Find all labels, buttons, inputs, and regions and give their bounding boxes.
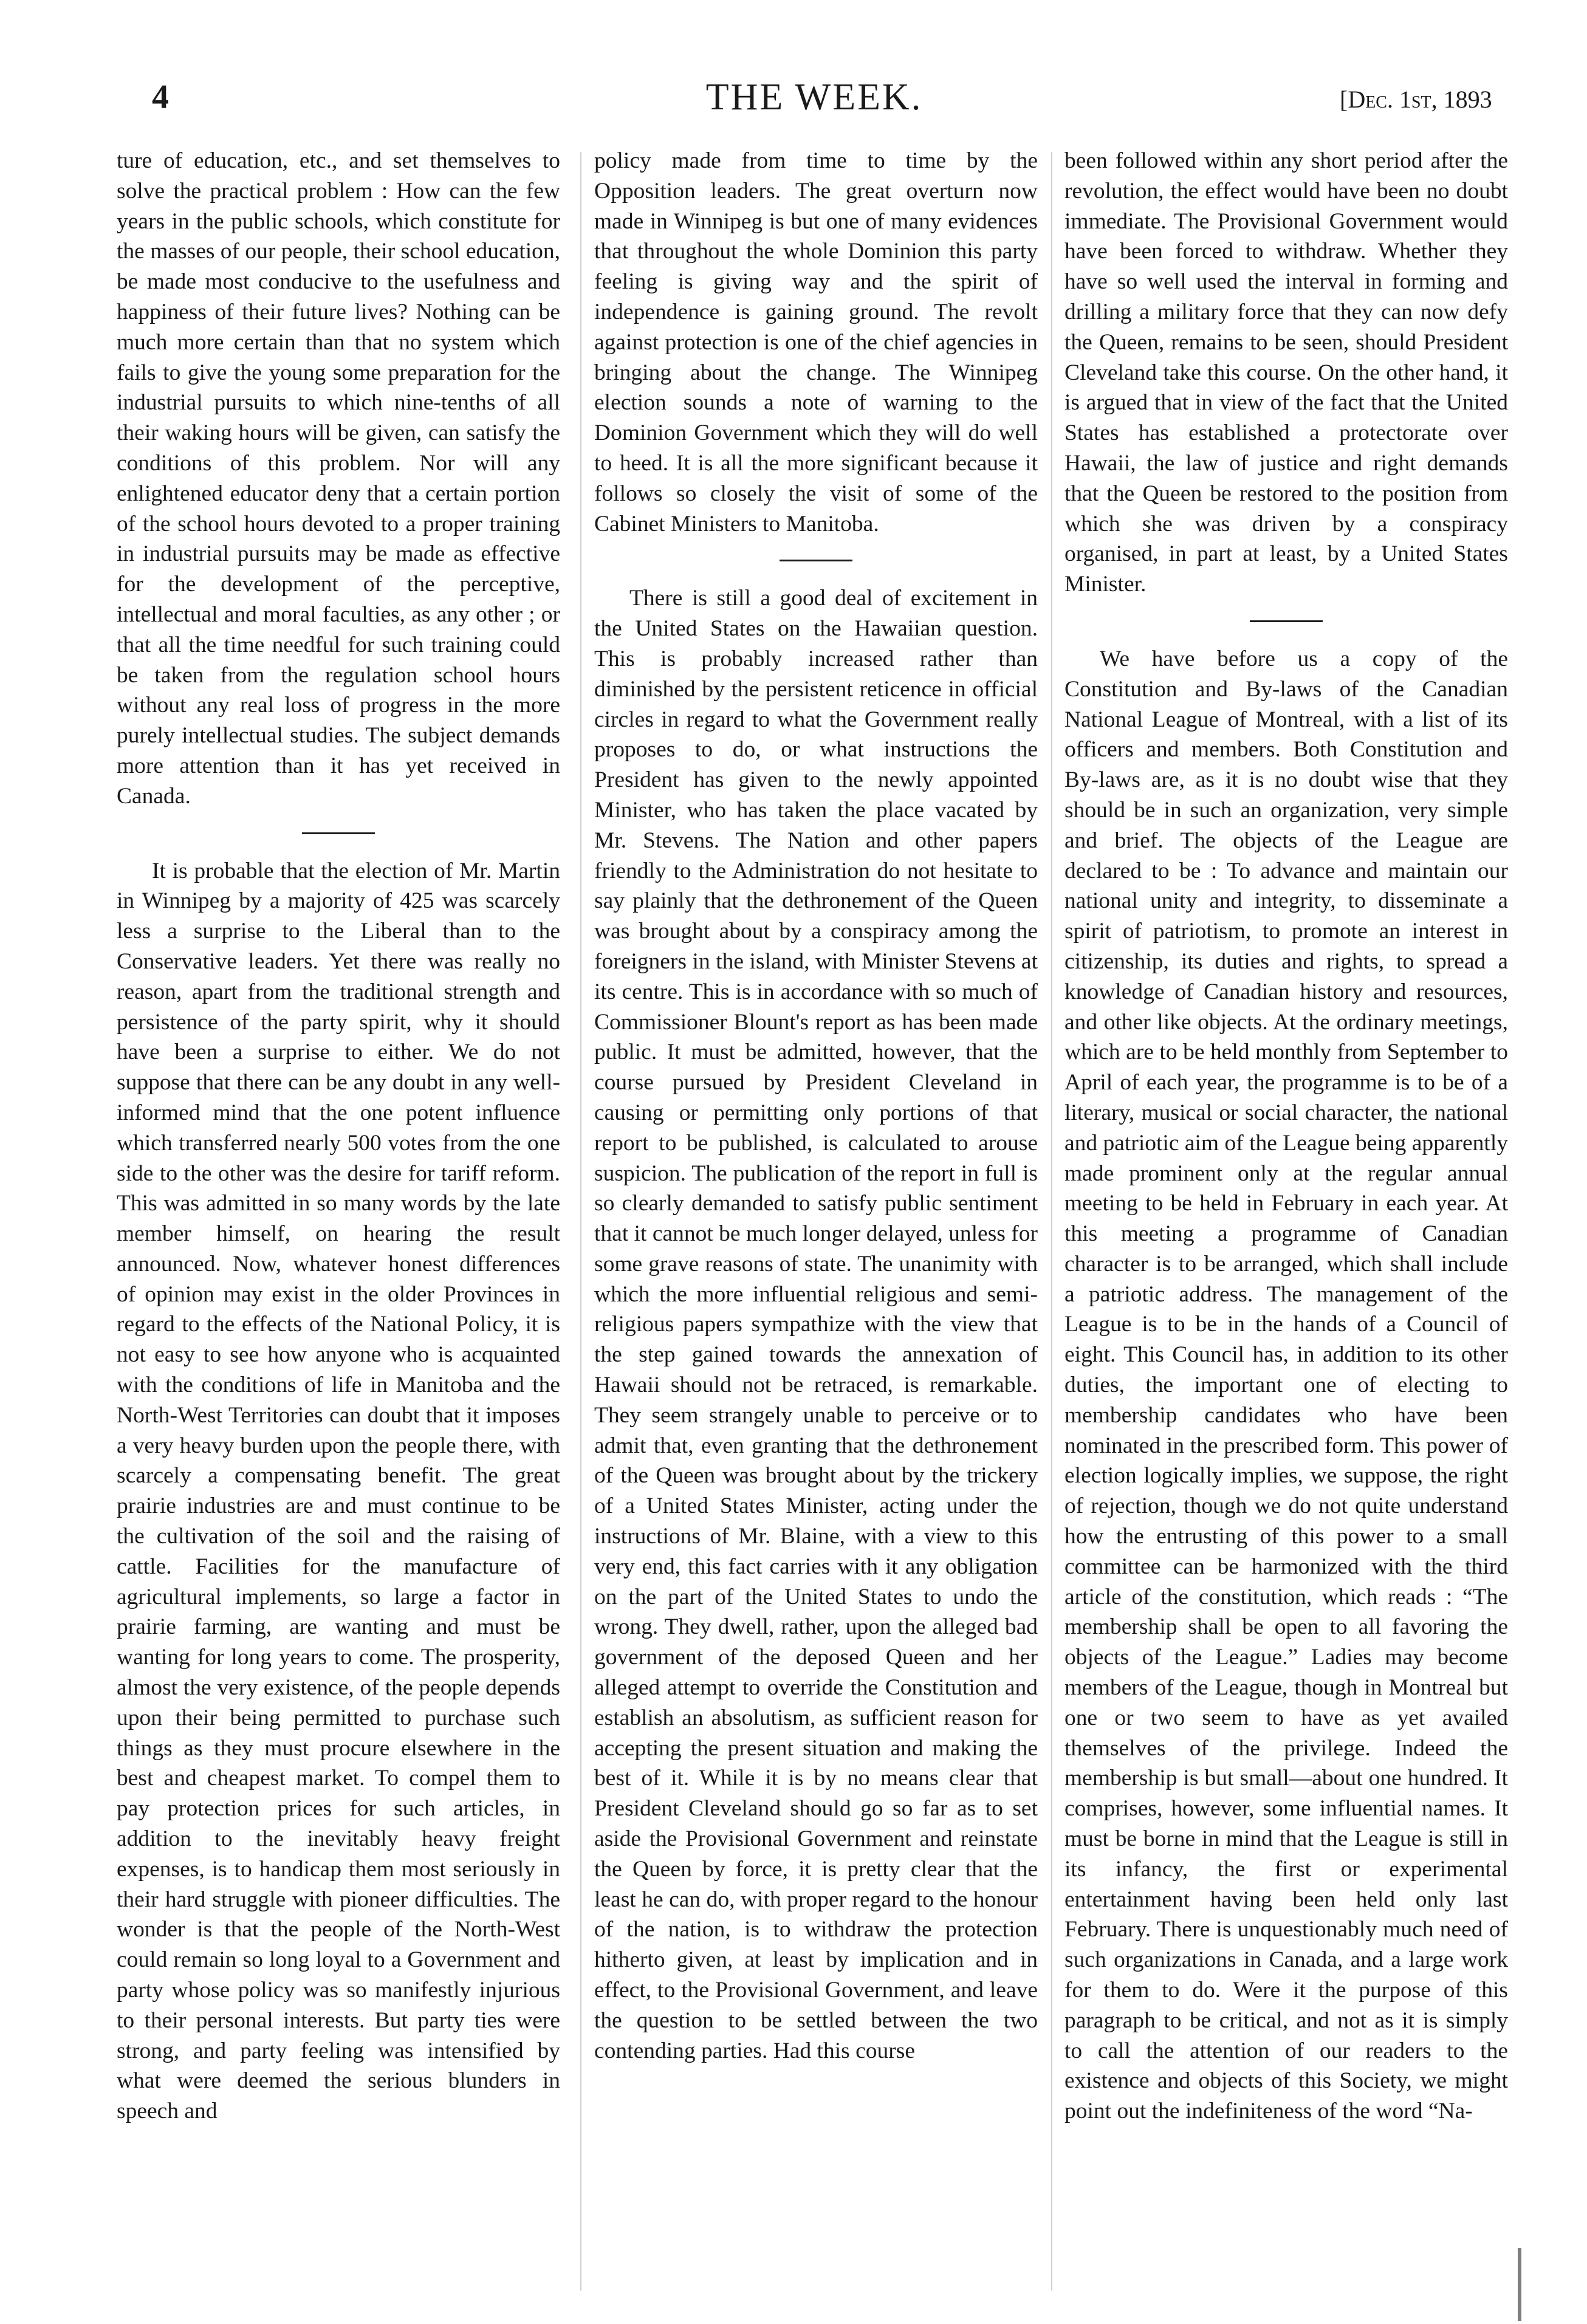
article-paragraph: policy made from time to time by the Opposition leaders. The great overturn now made in Winnipeg is but one of many evidences that throughout the whole Dominion this party feeling is giving way and the spirit of independence is gaining ground. The revolt against protection is one of the chief agencies in bringing about the change. The Winnipeg election sounds a note of warning to the Dominion Government which they will do well to heed. It is all the more significant because it follows so closely the visit of some of the Cabinet Ministers to Manitoba. xyxy=(594,148,1038,536)
issue-date: [Dec. 1st, 1893 xyxy=(1340,86,1492,113)
article-paragraph: ture of education, etc., and set themselves to solve the practical problem : How can the few years in the public schools, which constitute for the masses of our people, their school education, be made most conducive to the usefulness and happiness of their future lives? Nothing can be much more certain than that no system which fails to give the young some preparation for the industrial pursuits to which nine-tenths of all their waking hours will be given, can satisfy the conditions of this problem. Nor will any enlightened educator deny that a certain portion of the school hours devoted to a proper training in industrial pursuits may be made as effective for the development of the perceptive, intellectual and moral faculties, as any other ; or that all the time needful for such training could be taken from the regulation school hours without any real loss of progress in the more purely intellectual studies. The subject demands more attention than it has yet received in Canada. xyxy=(117,148,561,809)
page-number: 4 xyxy=(152,78,169,116)
column-divider xyxy=(1051,152,1052,2291)
article-paragraph: We have before us a copy of the Constitution and By-laws of the Canadian National League of Montreal, with a list of its officers and members. Both Constitution and By-laws are, as it is no doubt wise that they should be in such an organization, very simple and brief. The objects of the League are declared to be : To advance and maintain our national unity and integrity, to disseminate a spirit of patriotism, to promote an interest in citizenship, its duties and rights, to spread a knowledge of Canadian history and resources, and other like objects. At the ordinary meetings, which are to be held monthly from September to April of each year, the programme is to be of a literary, musical or social character, the national and patriotic aim of the League being apparently made prominent only at the regular annual meeting to be held in February in each year. At this meeting a programme of Canadian character is to be arranged, which shall include a patriotic address. The management of the League is to be in the hands of a Council of eight. This Council has, in addition to its other duties, the important one of electing to membership candidates who have been nominated in the prescribed form. This power of election logically implies, we suppose, the right of rejection, though we do not quite understand how the entrusting of this power to a small committee can be harmonized with the third article of the constitution, which reads : “The membership shall be open to all favoring the objects of the League.” Ladies may become members of the League, though in Montreal but one or two seem to have as yet availed themselves of the privilege. Indeed the membership is but small—about one hundred. It comprises, however, some influential names. It must be borne in mind that the League is still in its infancy, the first or experimental entertainment having been held only last February. There is unquestionably much need of such organizations in Canada, and a large work for them to do. Were it the purpose of this paragraph to be critical, and not as it is simply to call the attention of our readers to the existence and objects of this Society, we might point out the indefiniteness of the word “Na- xyxy=(1064,646,1508,2124)
column-divider xyxy=(580,152,581,2291)
section-divider xyxy=(780,560,852,561)
text-column-2 xyxy=(594,146,1038,2066)
section-divider xyxy=(302,832,375,834)
article-paragraph: been followed within any short period after the revolution, the effect would have been no doubt immediate. The Provisional Government would have been forced to withdraw. Whether they have so well used the interval in forming and drilling a military force that they can now defy the Queen, remains to be seen, should President Cleveland take this course. On the other hand, it is argued that in view of the fact that the United States has established a protectorate over Hawaii, the law of justice and right demands that the Queen be restored to the position from which she was driven by a conspiracy organised, in part at least, by a United States Minister. xyxy=(1064,148,1508,597)
article-paragraph: There is still a good deal of excitement in the United States on the Hawaiian question. This is probably increased rather than diminished by the persistent reticence in official circles in regard to what the Government really proposes to do, or what instructions the President has given to the newly appointed Minister, who has taken the place vacated by Mr. Stevens. The Nation and other papers friendly to the Administration do not hesitate to say plainly that the dethronement of the Queen was brought about by a conspiracy among the foreigners in the island, with Minister Stevens at its centre. This is in accordance with so much of Commissioner Blount's report as has been made public. It must be admitted, however, that the course pursued by President Cleveland in causing or permitting only portions of that report to be published, is calculated to arouse suspicion. The publication of the report in full is so clearly demanded to satisfy public sentiment that it cannot be much longer delayed, unless for some grave reasons of state. The unanimity with which the more influential religious and semi-religious papers sympathize with the view that the step gained towards the annexation of Hawaii should not be retraced, is remarkable. They seem strangely unable to perceive or to admit that, even granting that the dethronement of the Queen was brought about by the trickery of a United States Minister, acting under the instructions of Mr. Blaine, with a view to this very end, this fact carries with it any obligation on the part of the United States to undo the wrong. They dwell, rather, upon the alleged bad government of the deposed Queen and her alleged attempt to override the Constitution and establish an absolutism, as sufficient reason for accepting the present situation and making the best of it. While it is by no means clear that President Cleveland should go so far as to set aside the Provisional Government and reinstate the Queen by force, it is pretty clear that the least he can do, with proper regard to the honour of the nation, is to withdraw the protection hitherto given, at least by implication and in effect, to the Provisional Government, and leave the question to be settled between the two contending parties. Had this course xyxy=(594,586,1038,2063)
text-column-1 xyxy=(117,146,560,2127)
page-header xyxy=(0,73,1587,134)
text-column-3 xyxy=(1064,146,1508,2127)
section-divider xyxy=(1250,620,1323,622)
newspaper-title: THE WEEK. xyxy=(705,77,923,118)
article-paragraph: It is probable that the election of Mr. Martin in Winnipeg by a majority of 425 was scarcely less a surprise to the Liberal than to the Conservative leaders. Yet there was really no reason, apart from the traditional strength and persistence of the party spirit, why it should have been a surprise to either. We do not suppose that there can be any doubt in any well-informed mind that the one potent influence which transferred nearly 500 votes from the one side to the other was the desire for tariff reform. This was admitted in so many words by the late member himself, on hearing the result announced. Now, whatever honest differences of opinion may exist in the older Provinces in regard to the effects of the National Policy, it is not easy to see how anyone who is acquainted with the conditions of life in Manitoba and the North-West Territories can doubt that it imposes a very heavy burden upon the people there, with scarcely a compensating benefit. The great prairie industries are and must continue to be the cultivation of the soil and the raising of cattle. Facilities for the manufacture of agricultural implements, so large a factor in prairie farming, are wanting and must be wanting for long years to come. The prosperity, almost the very existence, of the people depends upon their being permitted to purchase such things as they must procure elsewhere in the best and cheapest market. To compel them to pay protection prices for such articles, in addition to the inevitably heavy freight expenses, is to handicap them most seriously in their hard struggle with pioneer difficulties. The wonder is that the people of the North-West could remain so long loyal to a Government and party whose policy was so manifestly injurious to their personal interests. But party ties were strong, and party feeling was intensified by what were deemed the serious blunders in speech and xyxy=(117,858,560,2124)
scan-edge-mark xyxy=(1518,2248,1521,2321)
